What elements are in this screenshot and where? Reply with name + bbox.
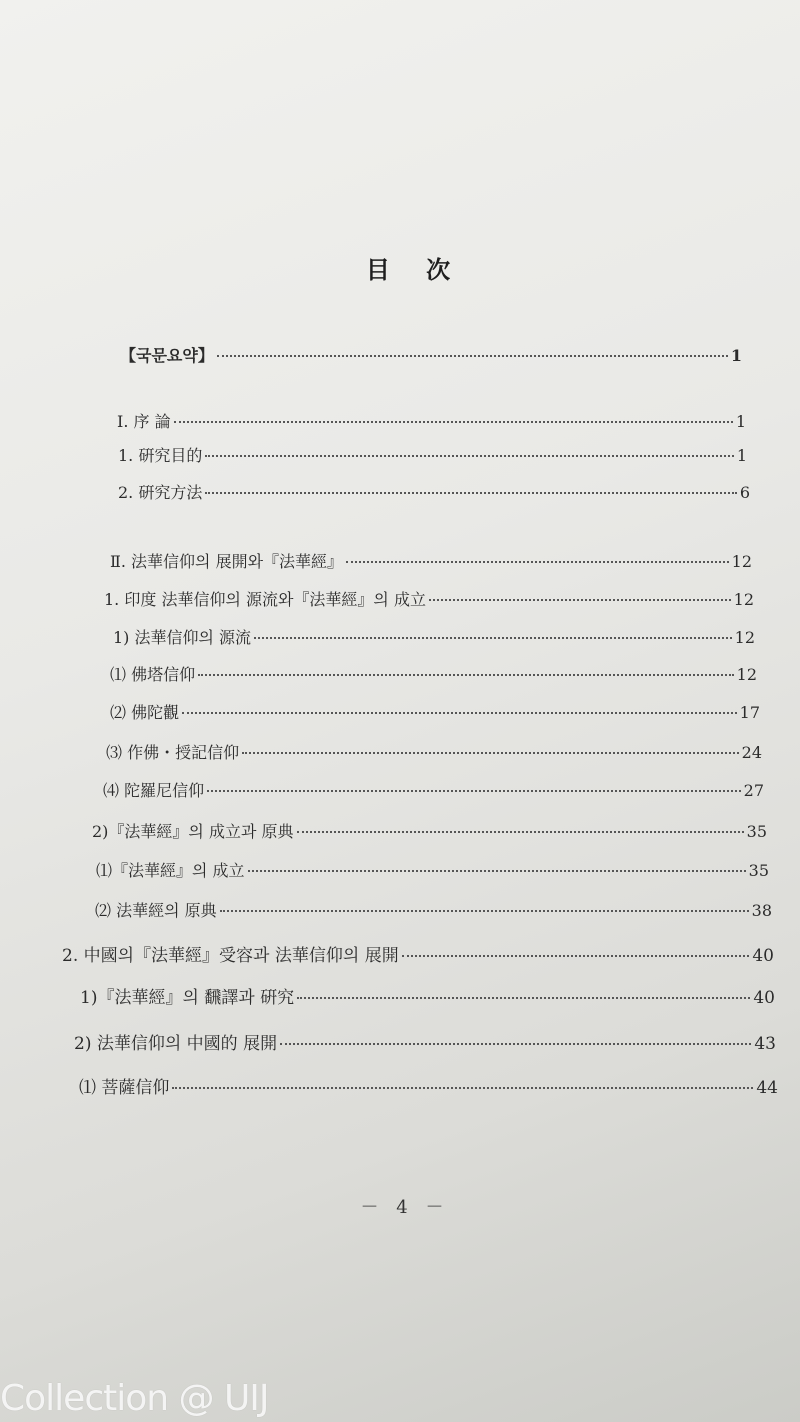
toc-entry-summary	[120, 343, 742, 366]
leader-dots	[429, 599, 731, 601]
toc-label: 2) 法華信仰의 中國的 展開	[74, 1034, 278, 1054]
toc-label: ⑶ 作佛・授記信仰	[106, 743, 240, 762]
toc-entry	[104, 587, 754, 610]
toc-label: 1. 印度 法華信仰의 源流와『法華經』의 成立	[104, 590, 426, 609]
toc-entry	[118, 443, 747, 466]
collection-watermark: Collection @ UIJ	[0, 1378, 269, 1419]
toc-entry	[95, 898, 772, 921]
leader-dots	[254, 637, 732, 639]
toc-label: 1. 硏究目的	[118, 446, 203, 465]
toc-page: 12	[736, 665, 757, 684]
toc-page: 35	[746, 822, 767, 841]
toc-entry	[80, 983, 775, 1008]
toc-page: 38	[751, 901, 772, 920]
leader-dots	[217, 355, 728, 357]
toc-label: ⑴ 菩薩信仰	[79, 1078, 170, 1098]
toc-entry	[110, 662, 757, 685]
toc-label: ⑵ 佛陀觀	[110, 703, 180, 722]
toc-page: 40	[752, 946, 774, 966]
toc-entry	[79, 1073, 778, 1098]
leader-dots	[174, 421, 733, 423]
leader-dots	[172, 1087, 753, 1089]
toc-page: 27	[743, 781, 764, 800]
toc-label: ⑷ 陀羅尼信仰	[103, 781, 205, 800]
leader-dots	[207, 790, 741, 792]
toc-page: 17	[739, 703, 760, 722]
toc-page: 43	[754, 1034, 776, 1054]
toc-entry	[92, 819, 767, 842]
toc-page: 44	[756, 1078, 778, 1098]
leader-dots	[248, 870, 746, 872]
leader-dots	[182, 712, 737, 714]
toc-entry	[103, 778, 764, 801]
toc-label: 2. 中國의『法華經』受容과 法華信仰의 展開	[62, 946, 399, 966]
leader-dots	[205, 455, 733, 457]
toc-entry	[113, 625, 755, 648]
toc-page: 1	[730, 346, 742, 365]
toc-label: ⑴ 佛塔信仰	[110, 665, 196, 684]
toc-label: 1)『法華經』의 飜譯과 硏究	[80, 988, 295, 1008]
toc-label: 1) 法華信仰의 源流	[113, 628, 252, 647]
toc-page: 24	[741, 743, 762, 762]
toc-label: Ⅱ. 法華信仰의 展開와『法華經』	[110, 552, 344, 571]
toc-entry	[110, 549, 752, 572]
leader-dots	[205, 492, 736, 494]
toc-page: 6	[739, 483, 750, 502]
toc-entry	[62, 941, 774, 966]
leader-dots	[242, 752, 739, 754]
leader-dots	[402, 955, 750, 957]
toc-page: 35	[748, 861, 769, 880]
page-title: 目 次	[365, 255, 465, 284]
toc-label: 2. 硏究方法	[118, 483, 203, 502]
toc-label: 【국문요약】	[120, 346, 214, 365]
toc-entry	[117, 409, 746, 432]
leader-dots	[346, 561, 729, 563]
leader-dots	[280, 1043, 751, 1045]
toc-entry	[96, 858, 769, 881]
leader-dots	[297, 831, 744, 833]
toc-entry	[106, 740, 762, 763]
toc-page: 1	[735, 412, 746, 431]
toc-entry	[74, 1029, 776, 1054]
toc-entry	[118, 480, 750, 503]
toc-label: Ⅰ. 序 論	[117, 412, 171, 431]
toc-label: ⑵ 法華經의 原典	[95, 901, 217, 920]
toc-entry	[110, 700, 760, 723]
leader-dots	[297, 997, 750, 999]
toc-label: 2)『法華經』의 成立과 原典	[92, 822, 294, 841]
toc-page: 12	[734, 628, 755, 647]
toc-page: 40	[753, 988, 775, 1008]
leader-dots	[220, 910, 749, 912]
toc-page: 1	[736, 446, 747, 465]
toc-page: 12	[733, 590, 754, 609]
leader-dots	[198, 674, 734, 676]
toc-label: ⑴『法華經』의 成立	[96, 861, 245, 880]
page-number: － 4 －	[360, 1197, 450, 1218]
toc-page: 12	[731, 552, 752, 571]
